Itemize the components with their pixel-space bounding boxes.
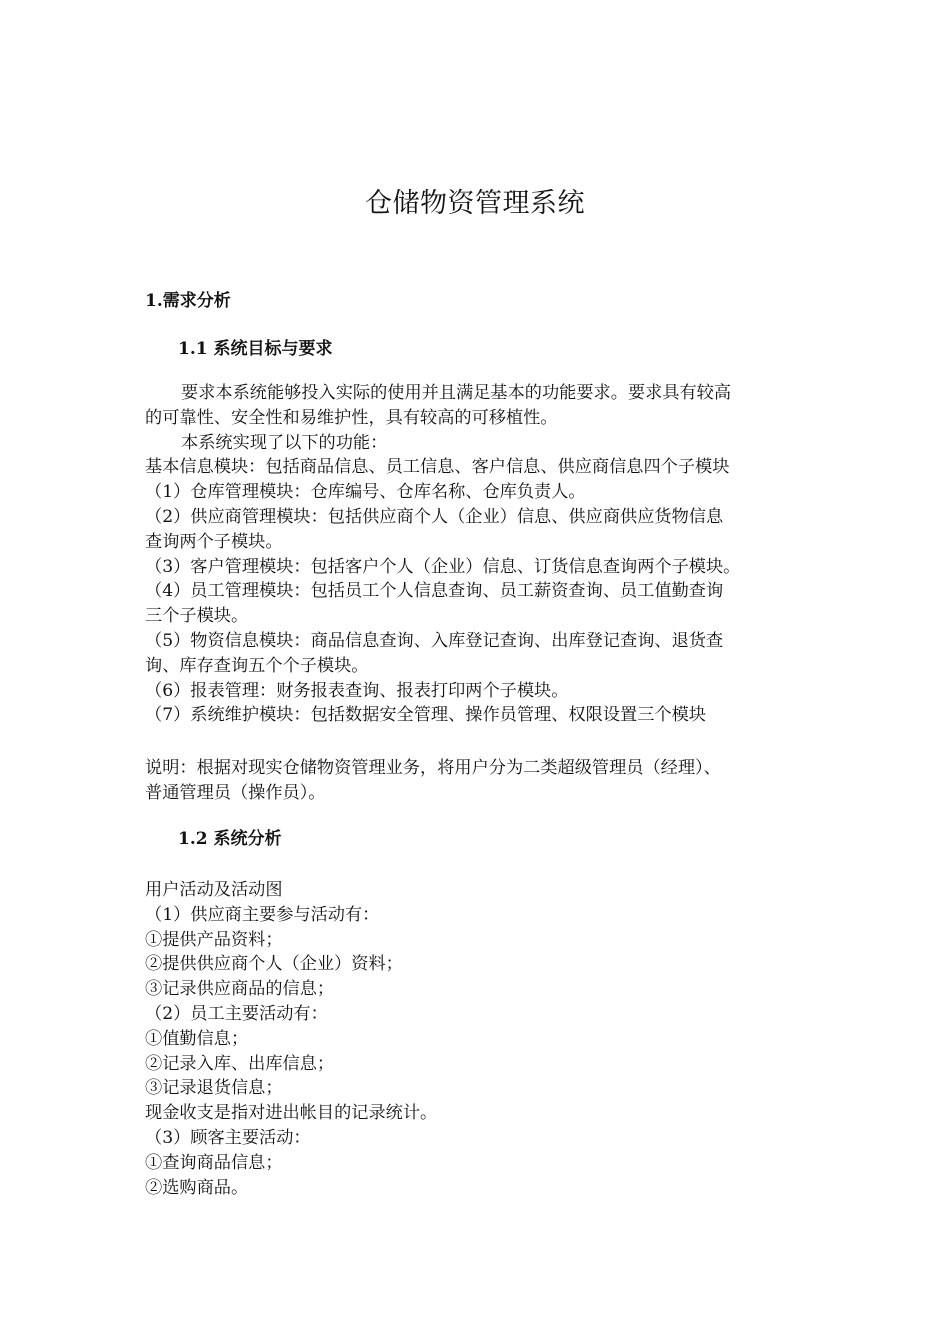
subsection-heading-goals: 1.1 系统目标与要求: [178, 339, 333, 359]
list-item: ①提供产品资料；: [145, 929, 283, 950]
list-item: （3）顾客主要活动：: [145, 1127, 311, 1148]
list-item: （4）员工管理模块：包括员工个人信息查询、员工薪资查询、员工值勤查询: [145, 581, 724, 602]
list-item: （2）员工主要活动有：: [145, 1003, 328, 1024]
text-line: 现金收支是指对进出帐目的记录统计。: [145, 1103, 438, 1124]
list-item: ③记录退货信息；: [145, 1078, 283, 1099]
text-line: 的可靠性、安全性和易维护性，具有较高的可移植性。: [145, 407, 558, 428]
text-line: 要求本系统能够投入实际的使用并且满足基本的功能要求。要求具有较高: [181, 383, 732, 403]
text-line: 普通管理员（操作员）。: [145, 782, 326, 803]
list-item: ②记录入库、出库信息；: [145, 1053, 335, 1074]
activity-paragraph: [145, 878, 795, 1200]
subsection-heading-analysis: 1.2 系统分析: [178, 829, 282, 849]
list-item-continuation: 询、库存查询五个个子模块。: [145, 655, 369, 676]
list-item: （6）报表管理：财务报表查询、报表打印两个子模块。: [145, 680, 569, 701]
text-line: 说明：根据对现实仓储物资管理业务，将用户分为二类超级管理员（经理）、: [145, 758, 721, 778]
text-line: 用户活动及活动图: [145, 880, 283, 900]
document-title: 仓储物资管理系统: [365, 188, 585, 219]
list-item: （2）供应商管理模块：包括供应商个人（企业）信息、供应商供应货物信息: [145, 506, 724, 527]
list-item: （5）物资信息模块：商品信息查询、入库登记查询、出库登记查询、退货查: [145, 630, 724, 651]
text-line: 基本信息模块：包括商品信息、员工信息、客户信息、供应商信息四个子模块: [145, 457, 730, 478]
list-item: ①查询商品信息；: [145, 1152, 283, 1173]
list-item: ②选购商品。: [145, 1177, 249, 1198]
list-item: ①值勤信息；: [145, 1028, 249, 1049]
list-item: （3）客户管理模块：包括客户个人（企业）信息、订货信息查询两个子模块。: [145, 556, 741, 577]
list-item: （7）系统维护模块：包括数据安全管理、操作员管理、权限设置三个模块: [145, 705, 706, 726]
list-item: （1）仓库管理模块：仓库编号、仓库名称、仓库负责人。: [145, 482, 586, 503]
list-item-continuation: 三个子模块。: [145, 606, 249, 627]
list-item: ③记录供应商品的信息；: [145, 979, 335, 1000]
list-item-continuation: 查询两个子模块。: [145, 531, 283, 552]
goals-paragraph: [145, 381, 795, 728]
text-line: 本系统实现了以下的功能：: [181, 432, 388, 453]
note-paragraph: [145, 756, 795, 806]
section-heading-requirements: 1.需求分析: [145, 291, 231, 311]
list-item: （1）供应商主要参与活动有：: [145, 904, 380, 925]
list-item: ②提供供应商个人（企业）资料；: [145, 954, 403, 975]
